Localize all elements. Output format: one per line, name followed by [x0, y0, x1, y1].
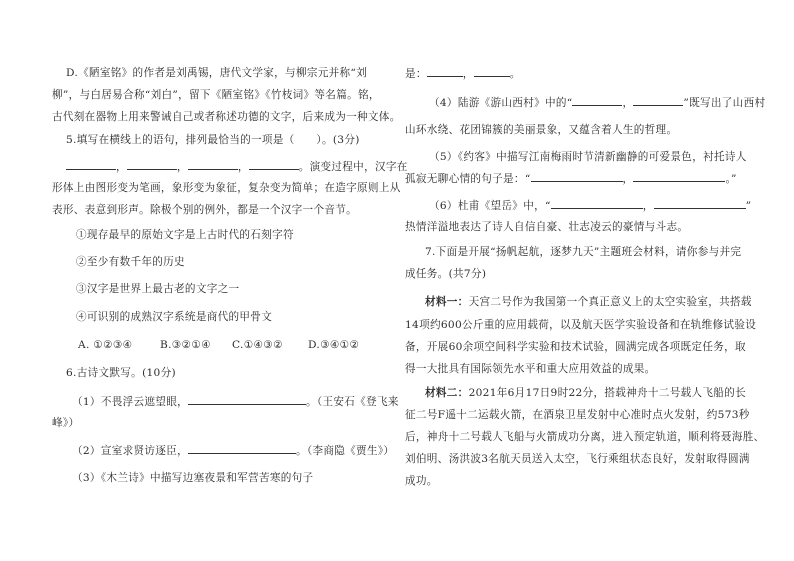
q6-item-5-cont: 孤寂无聊心情的句子是：“ ， 。” — [405, 173, 737, 185]
q5-item-3: ③汉字是世界上最古老的文字之一 — [76, 283, 240, 295]
q5-option-d: D.③④①② — [308, 339, 360, 351]
blank[interactable] — [531, 171, 623, 182]
blank[interactable] — [654, 198, 746, 209]
material-2-label: 材料二： — [425, 387, 469, 399]
blank[interactable] — [127, 159, 177, 170]
material-2-line1: 材料二：2021年6月17日9时22分，搭载神舟十二号载人飞船的长 — [425, 387, 746, 399]
q6-item-1: （1）不畏浮云遮望眼， 。（王安石《登飞来 — [72, 396, 399, 408]
q6-item-2: （2）宣室求贤访逐臣， 。（李商隐《贾生》） — [72, 445, 395, 457]
blank[interactable] — [633, 95, 683, 106]
blank[interactable] — [188, 394, 306, 405]
q7-stem-line2: 成任务。(共7分) — [405, 268, 487, 280]
material-1-label: 材料一： — [425, 296, 469, 308]
q4-option-d-line1: D.《陋室铭》的作者是刘禹锡，唐代文学家，与柳宗元并称“刘 — [66, 67, 368, 79]
q6-stem: 6.古诗文默写。(10分) — [66, 367, 176, 379]
material-2-line3: 后，神舟十二号载人飞船与火箭成功分离，进入预定轨道，顺利将聂海胜、 — [405, 431, 765, 443]
q5-option-c: C.①④③② — [232, 339, 283, 351]
q6-item-6: （6）杜甫《望岳》中，“ ， ” — [429, 200, 752, 212]
q6-item-4-cont: 山环水绕、花团锦簇的美丽景象，又蕴含着人生的哲理。 — [405, 124, 678, 136]
blank[interactable] — [572, 95, 622, 106]
blank[interactable] — [188, 159, 238, 170]
q5-item-1: ①现存最早的原始文字是上古时代的石刻字符 — [76, 229, 294, 241]
material-1-line2: 14项约600公斤重的应用载荷，以及航天医学实验设备和在轨维修试验设 — [405, 319, 757, 331]
blank[interactable] — [427, 66, 463, 77]
q5-option-a: A. ①②③④ — [78, 339, 133, 351]
material-2-line2: 征二号F遥十二运载火箭，在酒泉卫星发射中心准时点火发射，约573秒 — [405, 409, 750, 421]
q6-item-6-cont: 热情洋溢地表达了诗人自信自豪、壮志凌云的豪情与斗志。 — [405, 221, 689, 233]
blank[interactable] — [66, 159, 116, 170]
q5-passage-line2: 形体上由图形变为笔画，象形变为象征，复杂变为简单；在造字原则上从 — [52, 182, 401, 194]
material-2-line4: 刘伯明、汤洪波3名航天员送入太空，飞行乘组状态良好，发射取得圆满 — [405, 453, 750, 465]
q6-item-5: （5）《约客》中描写江南梅雨时节清新幽静的可爱景色，衬托诗人 — [429, 151, 747, 163]
q4-option-d-line3: 古代刻在器物上用来警诫自己或者称述功德的文字，后来成为一种文体。 — [52, 111, 401, 123]
q7-stem-line1: 7.下面是开展“扬帆起航，逐梦九天”主题班会材料，请你参与并完 — [425, 246, 742, 258]
material-1-line3: 备，开展60余项空间科学实验和技术试验，圆满完成各项既定任务，取 — [405, 341, 746, 353]
blank[interactable] — [249, 159, 299, 170]
q4-option-d-line2: 柳”，与白居易合称“刘白”，留下《陋室铭》《竹枝词》等名篇。铭， — [52, 89, 380, 101]
material-2-line5: 成功。 — [405, 475, 438, 487]
q5-passage-line3: 表形、表意到形声。除极个别的例外，都是一个汉字一个音节。 — [52, 204, 358, 216]
material-1-line1: 材料一：天宫二号作为我国第一个真正意义上的太空实验室，共搭载 — [425, 296, 752, 308]
q6-item-1-cont: 峰》） — [52, 417, 80, 429]
q6-item-4: （4）陆游《游山西村》中的“ ， ”既写出了山西村 — [429, 97, 766, 109]
q5-option-b: B.③②①④ — [160, 339, 211, 351]
q6-item-3-answer: 是： ， 。 — [405, 68, 521, 80]
blank[interactable] — [474, 66, 510, 77]
material-1-line4: 得一大批具有国际领先水平和重大应用效益的成果。 — [405, 363, 656, 375]
blank[interactable] — [633, 171, 725, 182]
q6-item-3: （3）《木兰诗》中描写边塞夜景和军营苦寒的句子 — [72, 472, 314, 484]
blank[interactable] — [188, 443, 296, 454]
q5-item-4: ④可识别的成熟汉字系统是商代的甲骨文 — [76, 311, 273, 323]
blank[interactable] — [551, 198, 643, 209]
q5-stem: 5.填写在横线上的语句，排列最恰当的一项是（ ）。(3分) — [66, 134, 360, 146]
q5-item-2: ②至少有数千年的历史 — [76, 256, 185, 268]
q5-blanks-line: ， ， ， 。演变过程中，汉字在 — [66, 159, 408, 174]
